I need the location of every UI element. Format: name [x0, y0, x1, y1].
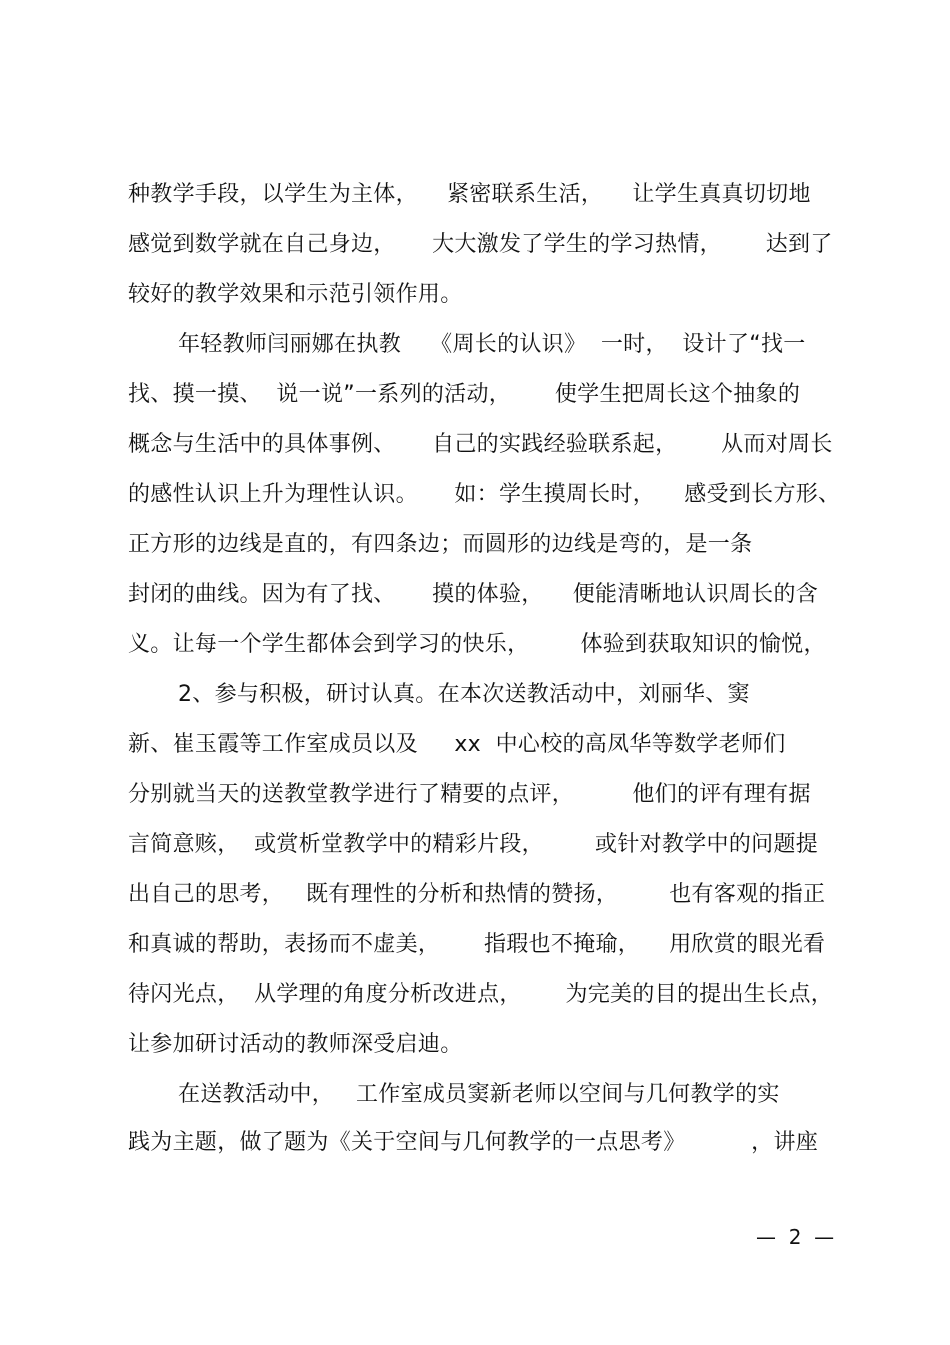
text-line: 待闪光点， 从学理的角度分析改进点， 为完美的目的提出生长点，: [128, 982, 834, 1007]
text-line: 义。让每一个学生都体会到学习的快乐， 体验到获取知识的愉悦，: [128, 632, 826, 657]
page-number: — 2 —: [756, 1225, 835, 1249]
paragraph-start-line: 在送教活动中， 工作室成员窦新老师以空间与几何教学的实: [178, 1082, 780, 1107]
text-line: 种教学手段，以学生为主体， 紧密联系生活， 让学生真真切切地: [128, 182, 811, 207]
text-line: 新、崔玉霞等工作室成员以及 xx 中心校的高凤华等数学老师们: [128, 732, 786, 757]
text-line: 找、摸一摸、 说一说”一系列的活动， 使学生把周长这个抽象的: [128, 382, 801, 407]
text-line: 概念与生活中的具体事例、 自己的实践经验联系起， 从而对周长: [128, 432, 833, 457]
text-line: 让参加研讨活动的教师深受启迪。: [128, 1032, 463, 1057]
text-line: 较好的教学效果和示范引领作用。: [128, 282, 463, 307]
text-line: 和真诚的帮助，表扬而不虚美， 指瑕也不掩瑜， 用欣赏的眼光看: [128, 932, 826, 957]
text-line: 感觉到数学就在自己身边， 大大激发了学生的学习热情， 达到了: [128, 232, 833, 257]
text-line: 封闭的曲线。因为有了找、 摸的体验， 便能清晰地认识周长的含: [128, 582, 819, 607]
text-line: 分别就当天的送教堂教学进行了精要的点评， 他们的评有理有据: [128, 782, 811, 807]
text-line: 践为主题，做了题为《关于空间与几何教学的一点思考》 ，讲座: [128, 1130, 819, 1155]
paragraph-start-line: 年轻教师闫丽娜在执教 《周长的认识》 一时， 设计了“找一: [178, 332, 806, 357]
text-line: 的感性认识上升为理性认识。 如：学生摸周长时， 感受到长方形、: [128, 482, 841, 507]
text-line: 言简意赅， 或赏析堂教学中的精彩片段， 或针对教学中的问题提: [128, 832, 819, 857]
paragraph-start-line: 2、参与积极，研讨认真。在本次送教活动中，刘丽华、窦: [178, 682, 750, 707]
text-line: 出自己的思考， 既有理性的分析和热情的赞扬， 也有客观的指正: [128, 882, 826, 907]
text-line: 正方形的边线是直的，有四条边；而圆形的边线是弯的，是一条: [128, 532, 753, 557]
